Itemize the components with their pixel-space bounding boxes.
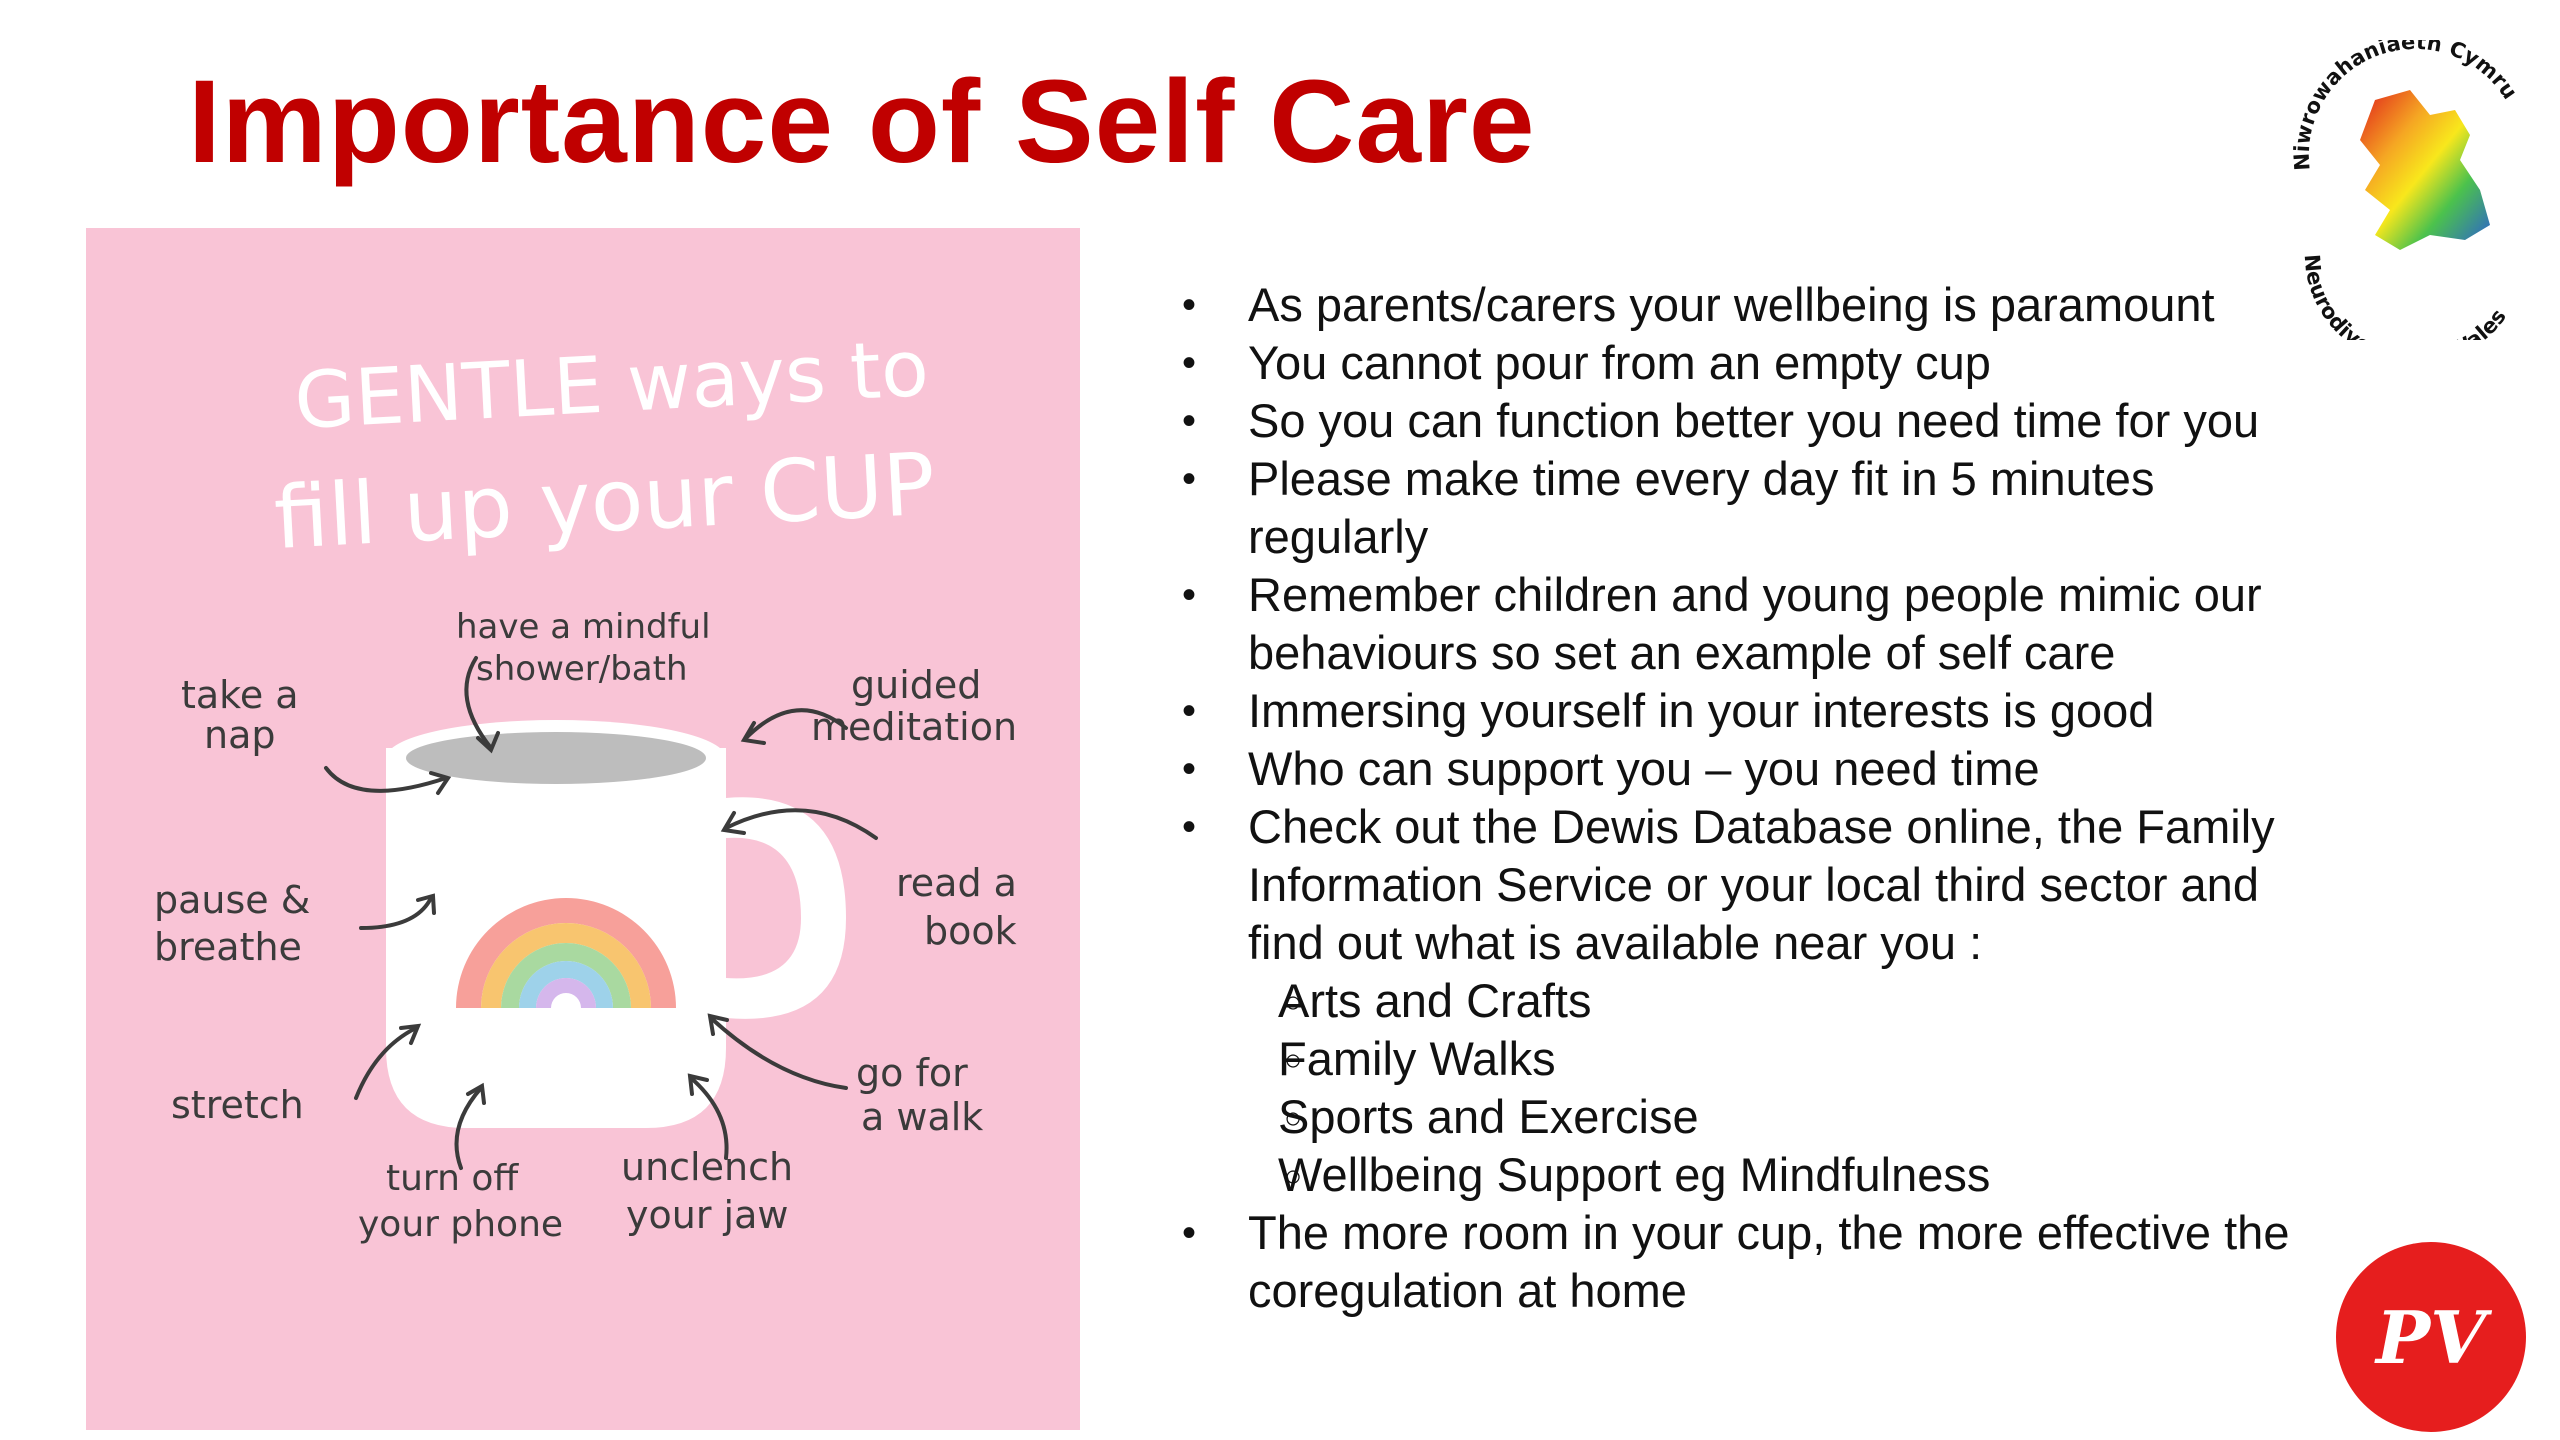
bullet-item: • Please make time every day fit in 5 minutes regularly [1180,450,2330,566]
logo-bottom-text: Neurodiv ales [2299,253,2511,340]
self-care-bullet-list [1180,276,2330,1320]
label-jaw-2: your jaw [626,1193,789,1237]
neurodivergence-wales-logo [2280,40,2540,340]
label-nap-1: take a [181,673,299,717]
label-pause-2: breathe [154,925,302,969]
sub-bullet-item: ○ Wellbeing Support eg Mindfulness [1180,1146,2330,1204]
sub-bullet-item: ○ Arts and Crafts [1180,972,2330,1030]
label-mindful-2: shower/bath [476,649,688,689]
slide-title: Importance of Self Care [188,56,1536,188]
bullet-item: • Immersing yourself in your interests is good [1180,682,2330,740]
sub-bullet-item: ○ Family Walks [1180,1030,2330,1088]
bullet-item: • Remember children and young people mimic our behaviours so set an example of self care [1180,566,2330,682]
label-read-1: read a [896,861,1017,905]
self-care-illustration [86,228,1080,1430]
bullet-item: • The more room in your cup, the more effective the coregulation at home [1180,1204,2330,1320]
bullet-item: • Who can support you – you need time [1180,740,2330,798]
label-meditation-2: meditation [811,705,1018,749]
bullet-item: • Check out the Dewis Database online, the Family Information Service or your local third sector and find out what is available near you : [1180,798,2330,972]
bullet-item: • So you can function better you need time for you [1180,392,2330,450]
pv-badge [2336,1242,2526,1432]
sub-bullet-item: ○ Sports and Exercise [1180,1088,2330,1146]
bullet-item: • As parents/carers your wellbeing is paramount [1180,276,2330,334]
label-phone-1: turn off [386,1158,519,1199]
label-phone-2: your phone [358,1204,564,1245]
bullet-item: • You cannot pour from an empty cup [1180,334,2330,392]
illustration-heading-line2: fill up your CUP [271,434,938,569]
svg-text:Neurodivergence Wales [2300,253,2511,340]
illustration-heading-line1: GENTLE ways to [292,323,931,447]
label-walk-1: go for [856,1051,968,1095]
label-jaw-1: unclench [621,1145,794,1189]
label-read-2: book [924,909,1017,953]
label-stretch: stretch [171,1083,304,1127]
pv-badge-text: PV [2375,1294,2486,1380]
label-walk-2: a walk [861,1095,984,1139]
label-nap-2: nap [204,713,276,757]
label-mindful-1: have a mindful [456,607,711,647]
resource-sublist [1180,972,2330,1204]
wales-map-icon [2360,90,2490,250]
label-meditation-1: guided [851,663,982,707]
logo-top-text: Niwrowahaniaeth Cymru [2289,40,2522,172]
label-pause-1: pause & [154,878,311,922]
